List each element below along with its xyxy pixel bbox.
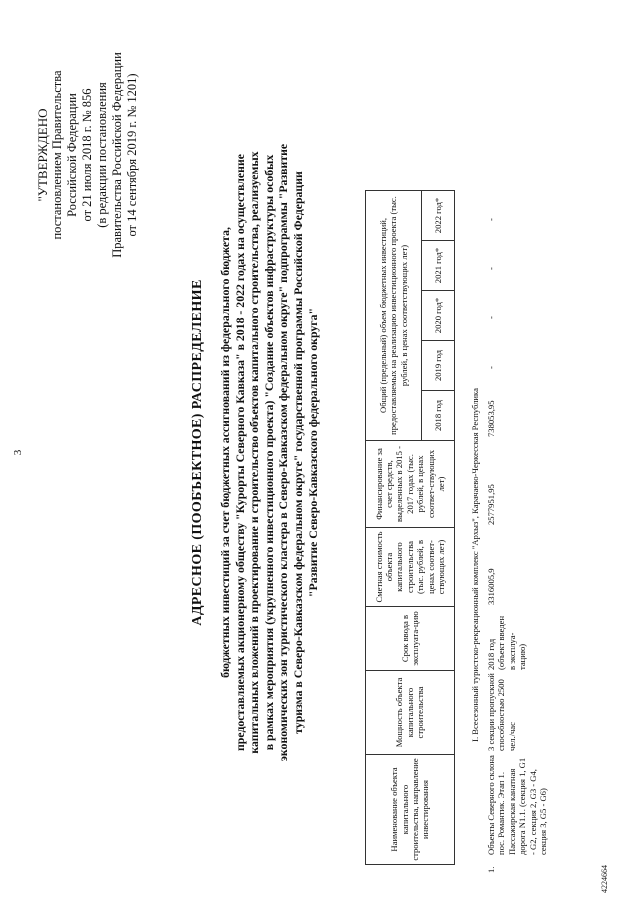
section-heading: I. Всесезонный туристско-рекреационный комплекс "Архыз", Карачаево-Черкесская Республика <box>470 388 480 742</box>
row-2019: - <box>486 366 496 369</box>
header-total-volume: Общий (предельный) объем бюджетных инвестиций, предоставляемых на реализацию инвестиционного проекта (тыс. рублей, в ценах соответствующих лет) <box>366 191 422 441</box>
header-financing: Финансирование за счет средств, выделенных в 2015 - 2017 годах (тыс. рублей, в ценах соответ-ствующих лет) <box>366 441 455 528</box>
approval-heading: "УТВЕРЖДЕНО <box>35 108 50 202</box>
row-2022: - <box>486 218 496 221</box>
row-number: 1. <box>486 866 496 873</box>
approval-line: Правительства Российской Федерации <box>110 52 124 258</box>
subtitle-line: в рамках мероприятия (укрупненного инвестиционного проекта) "Создание объектов инфраструктуры особых <box>261 154 276 751</box>
header-year: 2019 год <box>421 341 454 391</box>
header-year: 2020 год* <box>421 291 454 341</box>
document-id: 4224664 <box>600 865 609 893</box>
subtitle-line: туризма в Северо-Кавказском федеральном округе" государственной программы Российской Федерации <box>290 171 305 734</box>
header-year: 2021 год* <box>421 241 454 291</box>
table-header-row <box>366 191 422 865</box>
approval-line: от 21 июля 2018 г. № 856 <box>80 88 94 222</box>
header-year: 2022 год* <box>421 191 454 241</box>
subtitle-line: "Развитие Северо-Кавказского федерального округа" <box>305 307 320 598</box>
row-2018: 738053,95 <box>486 400 496 437</box>
subtitle-line: предоставляемых акционерному обществу "Курорты Северного Кавказа" в 2018 - 2022 годах на осуществление <box>232 154 247 751</box>
subtitle-line: капитальных вложений в проектирование и строительство объектов капитального строительства, реализуемых <box>247 151 262 754</box>
header-name: Наименование объекта капитального строительства, направление инвестирования <box>366 755 455 865</box>
row-commission: 2018 год (объект введен в эксплуа-тацию) <box>486 615 528 670</box>
row-name: Объекты Северного склона пос. Романтик. Этап 1. Пассажирская канатная дорога N1.1. (секция 1, G1 - G2, секция 2, G3 - G4, секция 3, G5 - G6) <box>486 755 549 855</box>
distribution-table <box>365 190 455 865</box>
approval-line: Российской Федерации <box>65 93 79 217</box>
row-cost: 3316005,9 <box>486 568 496 605</box>
approval-line: (в редакции постановления <box>95 82 109 228</box>
header-cost: Сметная стоимость объекта капитального строительства (тыс. рублей, в ценах соответ-ствующих лет) <box>366 528 455 607</box>
approval-line: постановлением Правительства <box>50 70 64 240</box>
document-title: АДРЕСНОЕ (ПООБЪЕКТНОЕ) РАСПРЕДЕЛЕНИЕ <box>190 279 205 626</box>
header-commission: Срок ввода в эксплуата-цию <box>366 607 455 671</box>
approval-line: от 14 сентября 2019 г. № 1201) <box>125 73 139 237</box>
subtitle-line: экономических зон туристического кластера в Северо-Кавказском федеральном округе" подпрограммы "Развитие <box>276 143 291 762</box>
approval-block <box>35 5 140 305</box>
row-2021: - <box>486 267 496 270</box>
row-capacity: 3 секции пропускной способностью 2500 чел./час <box>486 673 517 751</box>
subtitle-line: бюджетных инвестиций за счет бюджетных ассигнований из федерального бюджета, <box>218 227 232 678</box>
row-financing: 2577951,95 <box>486 484 496 525</box>
header-year: 2018 год <box>421 391 454 441</box>
row-2020: - <box>486 316 496 319</box>
header-capacity: Мощность объекта капитального строительства <box>366 671 455 755</box>
page-number: 3 <box>12 449 24 456</box>
document-subtitle <box>218 95 320 810</box>
